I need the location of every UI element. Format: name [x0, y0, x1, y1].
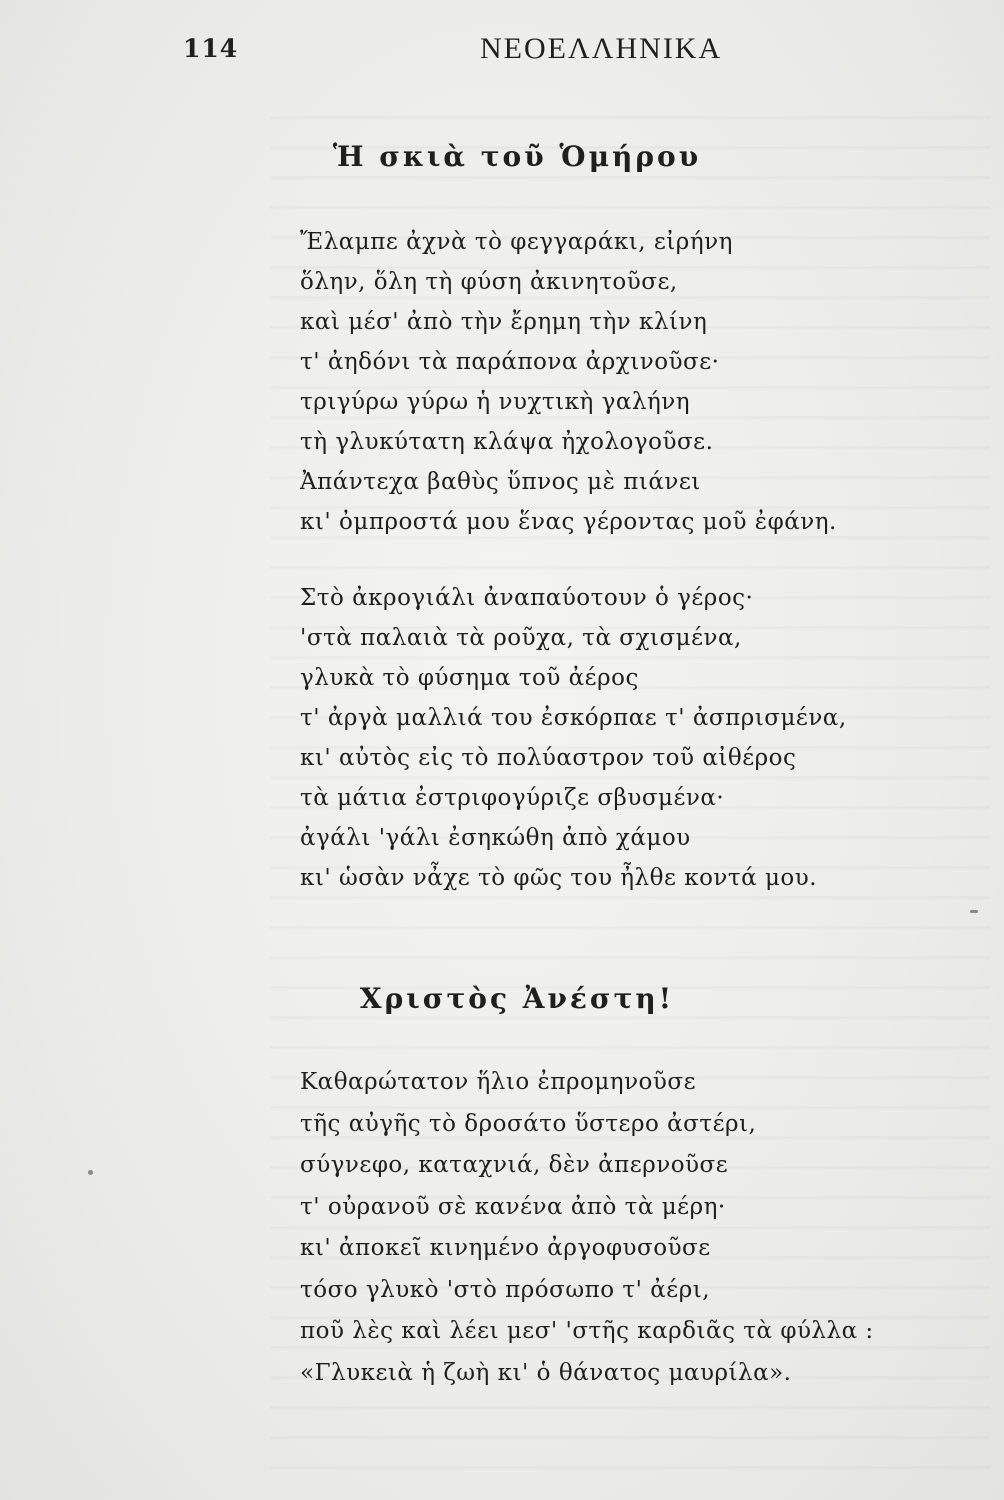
verse-line: σύγνεφο, καταχνιά, δὲν ἀπερνοῦσε [300, 1152, 729, 1178]
verse-line: ὅλην, ὅλη τὴ φύση ἀκινητοῦσε, [300, 269, 678, 295]
verse-line: Στὸ ἀκρογιάλι ἀναπαύοτουν ὁ γέρος· [300, 585, 754, 611]
verse-line: τ' ἀργὰ μαλλιά του ἐσκόρπαε τ' ἀσπρισμένα, [300, 705, 847, 731]
verse-line: τριγύρω γύρω ἡ νυχτικὴ γαλήνη [300, 389, 690, 415]
running-head [0, 32, 1004, 72]
verse-line: κι' ὡσὰν νἆχε τὸ φῶς του ἦλθε κοντά μου. [300, 865, 818, 891]
verse-line: τὴ γλυκύτατη κλάψα ἠχολογοῦσε. [300, 429, 714, 455]
journal-title: ΝΕΟΕΛΛΗΝΙΚΑ [480, 32, 723, 65]
verse-line: τ' οὐρανοῦ σὲ κανένα ἀπὸ τὰ μέρη· [300, 1193, 726, 1220]
ink-speck [88, 1170, 93, 1175]
ink-speck [970, 910, 978, 913]
page-number: 114 [183, 34, 239, 63]
verse-line: 'στὰ παλαιὰ τὰ ροῦχα, τὰ σχισμένα, [300, 625, 742, 651]
verse-line: τόσο γλυκὸ 'στὸ πρόσωπο τ' ἀέρι, [300, 1276, 711, 1303]
verse-line: κι' ἀποκεῖ κινημένο ἀργοφυσοῦσε [300, 1235, 711, 1261]
poem-title-1: Ἡ σκιὰ τοῦ Ὁμήρου [332, 140, 702, 173]
verse-line: κι' ὀμπροστά μου ἕνας γέροντας μοῦ ἐφάνη. [300, 509, 837, 535]
verse-line: τ' ἀηδόνι τὰ παράπονα ἀρχινοῦσε· [300, 349, 720, 375]
verse-line: τῆς αὐγῆς τὸ δροσάτο ὕστερο ἀστέρι, [300, 1110, 757, 1137]
verse-line: τὰ μάτια ἐστριφογύριζε σβυσμένα· [300, 785, 725, 811]
verse-line: «Γλυκειὰ ἡ ζωὴ κι' ὁ θάνατος μαυρίλα». [300, 1359, 792, 1386]
verse-line: Ἀπάντεχα βαθὺς ὕπνος μὲ πιάνει [300, 469, 701, 495]
verse-line: καὶ μέσ' ἀπὸ τὴν ἔρημη τὴν κλίνη [300, 309, 708, 335]
stanza-3 [300, 1062, 874, 1394]
verse-line: Ἔλαμπε ἀχνὰ τὸ φεγγαράκι, εἰρήνη [300, 229, 733, 255]
poem-title-2: Χριστὸς Ἀνέστη! [359, 982, 675, 1015]
verse-line: ἀγάλι 'γάλι ἐσηκώθη ἀπὸ χάμου [300, 825, 691, 851]
stanza-1 [300, 222, 837, 542]
stanza-2 [300, 578, 847, 898]
verse-line: ποῦ λὲς καὶ λέει μεσ' 'στῆς καρδιᾶς τὰ φύλλα : [300, 1318, 874, 1344]
verse-line: γλυκὰ τὸ φύσημα τοῦ ἀέρος [300, 665, 639, 691]
verse-line: κι' αὐτὸς εἰς τὸ πολύαστρον τοῦ αἰθέρος [300, 745, 797, 771]
verse-line: Καθαρώτατον ἥλιο ἐπρομηνοῦσε [300, 1069, 697, 1095]
